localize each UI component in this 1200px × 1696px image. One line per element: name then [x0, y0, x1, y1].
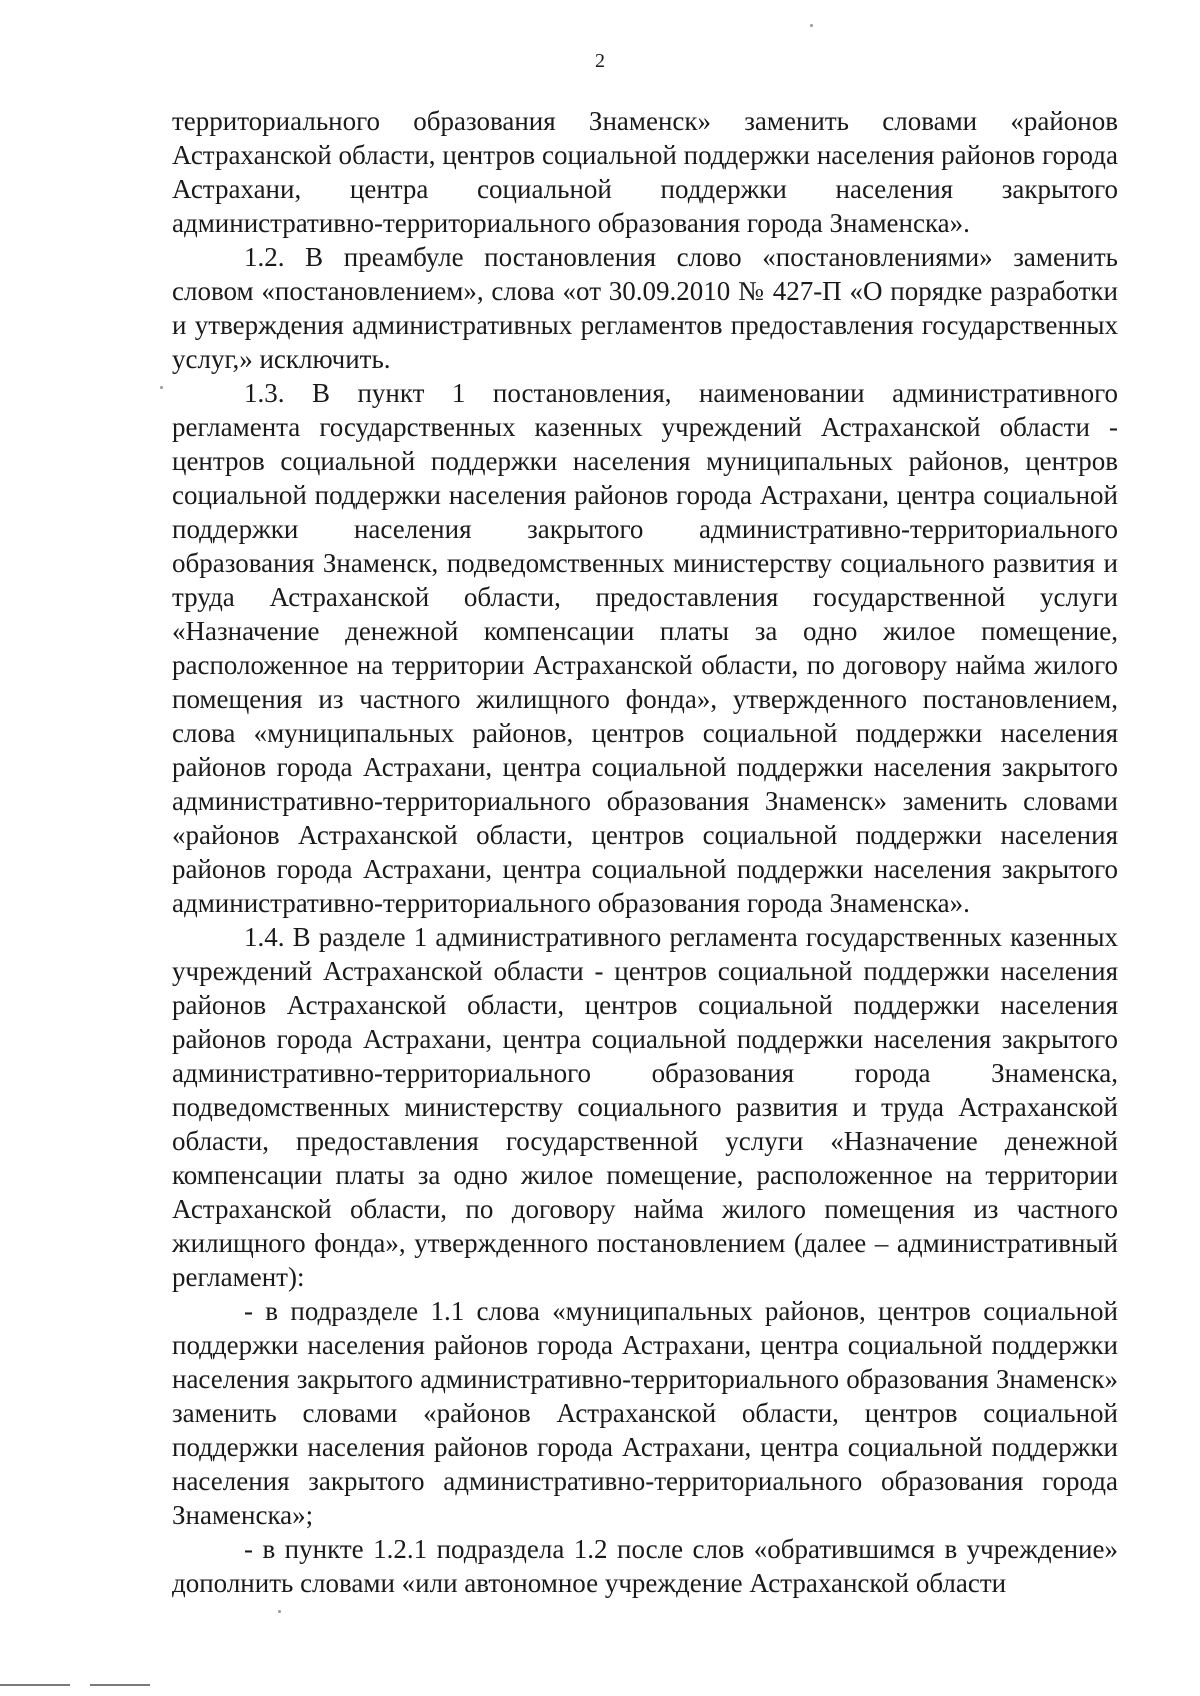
paragraph-continuation: территориального образования Знаменск» заменить словами «районов Астраханской области, центров социальной поддержки населения районов города Астрахани, центра социальной поддержки населения закрытого административно-территориального образования города Знаменска». [172, 106, 1118, 238]
scan-artifact-line [0, 1684, 70, 1686]
scan-speck [160, 386, 163, 389]
scan-speck [278, 1610, 281, 1613]
paragraph-1-4: 1.4. В разделе 1 административного регламента государственных казенных учреждений Астраханской области - центров социальной поддержки населения районов Астраханской области, центров социальной поддержки населения районов города Астрахани, центра социальной поддержки населения закрытого административно-территориального образования города Знаменска, подведомственных министерству социального развития и труда Астраханской области, предоставления государственной услуги «Назначение денежной компенсации платы за одно жилое помещение, расположенное на территории Астраханской области, по договору найма жилого помещения из частного жилищного фонда», утвержденного постановлением (далее – административный регламент): [172, 922, 1118, 1292]
paragraph-1-2: 1.2. В преамбуле постановления слово «постановлениями» заменить словом «постановлением», слова «от 30.09.2010 № 427-П «О порядке разработки и утверждения административных регламентов предоставления государственных услуг,» исключить. [172, 242, 1118, 374]
list-item-clause-1-2-1: - в пункте 1.2.1 подраздела 1.2 после слов «обратившимся в учреждение» дополнить словами «или автономное учреждение Астраханской области [172, 1534, 1118, 1598]
document-body [172, 104, 1118, 1600]
page-number: 2 [595, 50, 605, 72]
scan-artifact-line [90, 1684, 150, 1686]
paragraph-1-3: 1.3. В пункт 1 постановления, наименовании административного регламента государственных казенных учреждений Астраханской области - центров социальной поддержки населения муниципальных районов, центров социальной поддержки населения районов города Астрахани, центра социальной поддержки населения закрытого административно-территориального образования Знаменск, подведомственных министерству социального развития и труда Астраханской области, предоставления государственной услуги «Назначение денежной компенсации платы за одно жилое помещение, расположенное на территории Астраханской области, по договору найма жилого помещения из частного жилищного фонда», утвержденного постановлением, слова «муниципальных районов, центров социальной поддержки населения районов города Астрахани, центра социальной поддержки населения закрытого административно-территориального образования Знаменск» заменить словами «районов Астраханской области, центров социальной поддержки населения районов города Астрахани, центра социальной поддержки населения закрытого административно-территориального образования города Знаменска». [172, 378, 1118, 918]
scan-speck [810, 24, 813, 27]
list-item-subsection-1-1: - в подразделе 1.1 слова «муниципальных районов, центров социальной поддержки населения районов города Астрахани, центра социальной поддержки населения закрытого административно-территориального образования Знаменск» заменить словами «районов Астраханской области, центров социальной поддержки населения районов города Астрахани, центра социальной поддержки населения закрытого административно-территориального образования города Знаменска»; [172, 1296, 1118, 1530]
